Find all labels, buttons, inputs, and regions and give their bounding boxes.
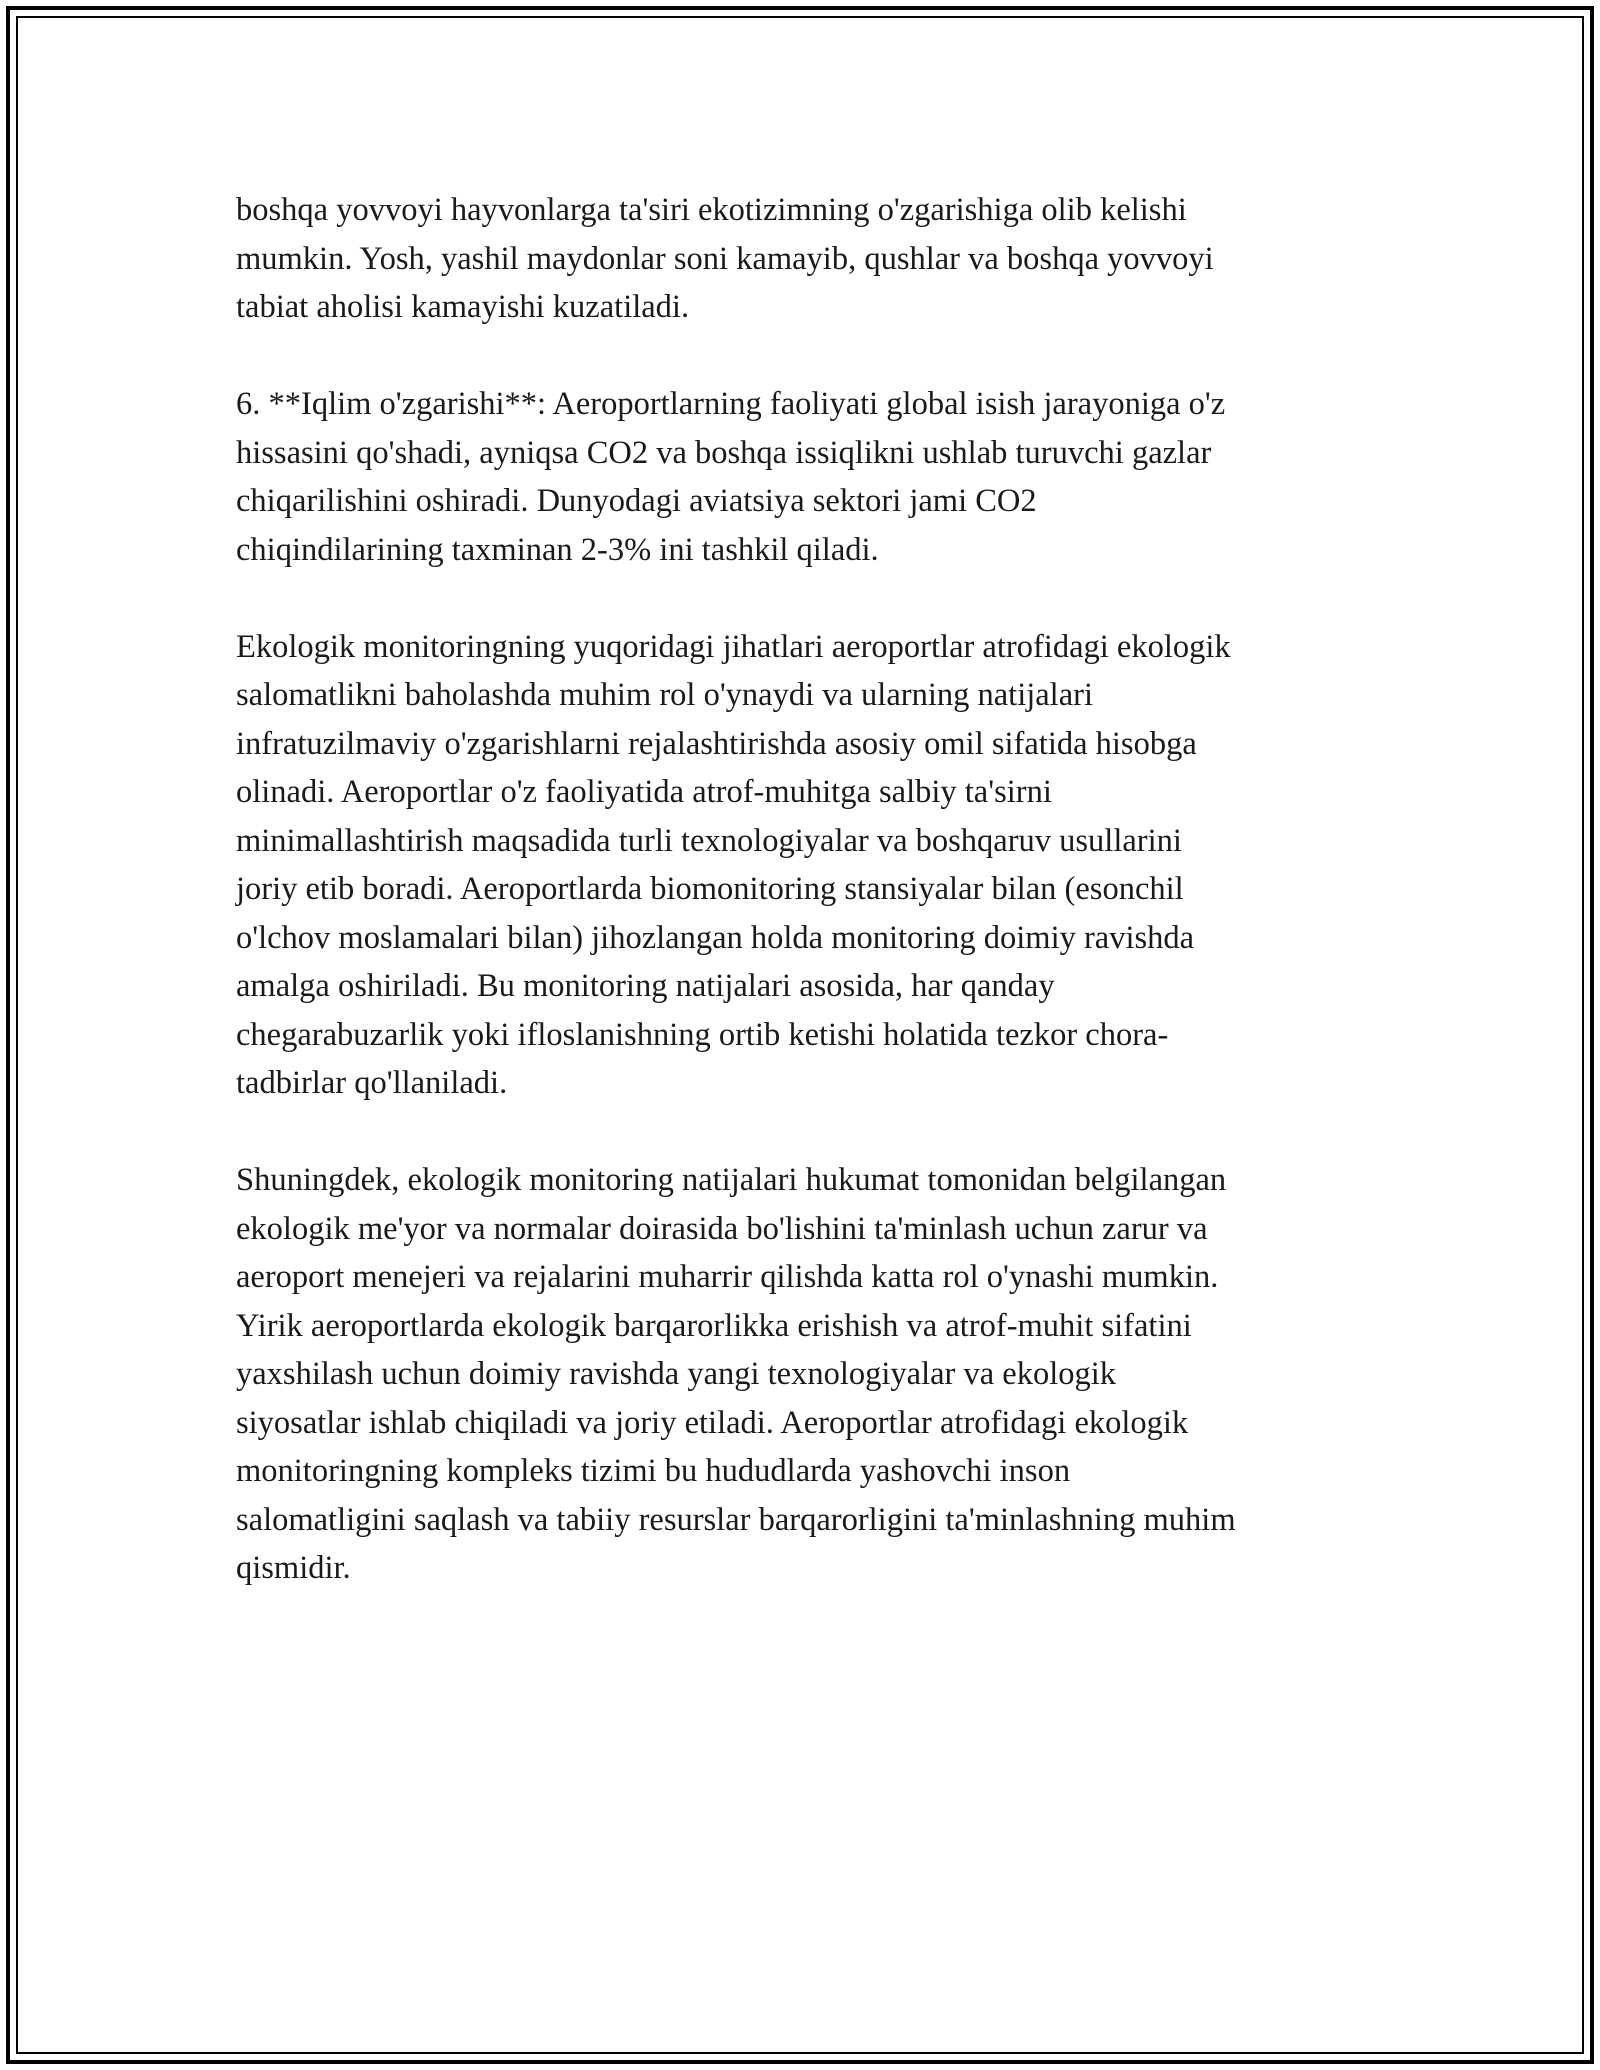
text-line: mumkin. Yosh, yashil maydonlar soni kamayib, qushlar va boshqa yovvoyi	[236, 240, 1214, 277]
text-line: qismidir.	[236, 1550, 351, 1586]
text-line: aeroport menejeri va rejalarini muharrir qilishda katta rol o'ynashi mumkin.	[236, 1259, 1219, 1295]
text-line: salomatligini saqlash va tabiiy resurslar barqarorligini ta'minlashning muhim	[236, 1501, 1236, 1538]
text-line: olinadi. Aeroportlar o'z faoliyatida atrof-muhitga salbiy ta'sirni	[236, 774, 1052, 810]
paragraph-wildlife-impact	[236, 186, 1376, 332]
paragraph-conclusion	[236, 1156, 1376, 1593]
text-line: Yirik aeroportlarda ekologik barqarorlikka erishish va atrof-muhit sifatini	[236, 1307, 1192, 1344]
text-line: salomatlikni baholashda muhim rol o'ynaydi va ularning natijalari	[236, 677, 1093, 713]
text-line: Ekologik monitoringning yuqoridagi jihatlari aeroportlar atrofidagi ekologik	[236, 628, 1231, 665]
paragraph-climate-change	[236, 380, 1376, 574]
text-line: chiqindilarining taxminan 2-3% ini tashkil qiladi.	[236, 531, 879, 568]
text-line: tabiat aholisi kamayishi kuzatiladi.	[236, 289, 690, 325]
text-line: 6. **Iqlim o'zgarishi**: Aeroportlarning faoliyati global isish jarayoniga o'z	[236, 386, 1226, 422]
text-line: Shuningdek, ekologik monitoring natijalari hukumat tomonidan belgilangan	[236, 1162, 1227, 1198]
text-line: hissasini qo'shadi, ayniqsa CO2 va boshqa issiqlikni ushlab turuvchi gazlar	[236, 434, 1212, 471]
text-line: boshqa yovvoyi hayvonlarga ta'siri ekotizimning o'zgarishiga olib kelishi	[236, 192, 1187, 228]
text-line: chegarabuzarlik yoki ifloslanishning ortib ketishi holatida tezkor chora-	[236, 1016, 1169, 1053]
text-line: monitoringning kompleks tizimi bu hududlarda yashovchi inson	[236, 1453, 1071, 1489]
text-line: joriy etib boradi. Aeroportlarda biomonitoring stansiyalar bilan (esonchil	[236, 871, 1184, 907]
text-line: chiqarilishini oshiradi. Dunyodagi aviatsiya sektori jami CO2	[236, 483, 1037, 519]
text-line: ekologik me'yor va normalar doirasida bo'lishini ta'minlash uchun zarur va	[236, 1210, 1208, 1247]
text-line: siyosatlar ishlab chiqiladi va joriy etiladi. Aeroportlar atrofidagi ekologik	[236, 1404, 1189, 1441]
text-line: amalga oshiriladi. Bu monitoring natijalari asosida, har qanday	[236, 968, 1055, 1004]
text-line: o'lchov moslamalari bilan) jihozlangan holda monitoring doimiy ravishda	[236, 919, 1195, 956]
document-body	[236, 186, 1376, 1641]
text-line: minimallashtirish maqsadida turli texnologiyalar va boshqaruv usullarini	[236, 822, 1182, 859]
text-line: yaxshilash uchun doimiy ravishda yangi texnologiyalar va ekologik	[236, 1356, 1117, 1392]
paragraph-monitoring-aspects	[236, 623, 1376, 1108]
text-line: tadbirlar qo'llaniladi.	[236, 1065, 508, 1101]
text-line: infratuzilmaviy o'zgarishlarni rejalashtirishda asosiy omil sifatida hisobga	[236, 725, 1197, 762]
